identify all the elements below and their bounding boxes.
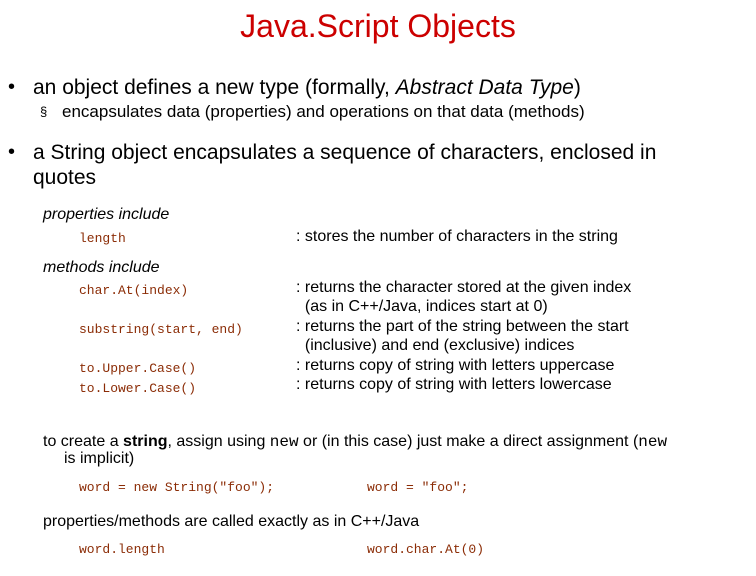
called-example-2: word.char.At(0) [367,542,485,557]
create-code-new: new [269,433,299,451]
method-code-tolowercase: to.Lower.Case() [79,381,197,396]
create-bold-string: string [123,433,168,450]
method-desc-line: : returns copy of string with letters uppercase [296,357,615,374]
method-code-charat: char.At(index) [79,283,189,298]
method-desc-line: (inclusive) and end (exclusive) indices [296,337,575,354]
create-string-line-2: is implicit) [64,450,135,467]
create-text-2: , assign using [167,433,270,450]
method-desc-line: : returns the part of the string between the start [296,318,629,335]
methods-heading: methods include [43,259,160,276]
method-desc-line: : returns copy of string with letters lowercase [296,376,612,393]
called-text: properties/methods are called exactly as in C++/Java [43,513,420,530]
properties-heading: properties include [43,206,170,223]
bullet-marker: • [8,76,16,98]
create-example-1: word = new String("foo"); [79,480,275,495]
bullet-2-line-1: a String object encapsulates a sequence of characters, enclosed in [33,141,657,164]
create-example-2: word = "foo"; [367,480,469,495]
bullet-1-text [33,76,581,100]
bullet-2-line-2: quotes [33,166,97,189]
bullet-1-text-start: an object defines a new type (formally, [33,76,396,99]
create-text-1: to create a [43,433,124,450]
property-desc-length: : stores the number of characters in the string [296,228,618,245]
sub-bullet-text: encapsulates data (properties) and operations on that data (methods) [62,102,585,121]
sub-bullet-marker: § [40,104,48,119]
create-string-line-1 [43,433,667,451]
slide-title: Java.Script Objects [240,8,516,44]
property-code-length: length [79,231,126,246]
bullet-1-text-end: ) [573,76,581,99]
method-desc-line: : returns the character stored at the given index [296,279,632,296]
method-code-substring: substring(start, end) [79,322,243,337]
called-example-1: word.length [79,542,165,557]
method-code-touppercase: to.Upper.Case() [79,361,197,376]
bullet-1-italic: Abstract Data Type [395,76,574,99]
create-code-new-2: new [638,433,668,451]
method-desc-line: (as in C++/Java, indices start at 0) [296,298,548,315]
create-text-3: or (in this case) just make a direct assignment ( [298,433,639,450]
bullet-marker: • [8,141,16,163]
